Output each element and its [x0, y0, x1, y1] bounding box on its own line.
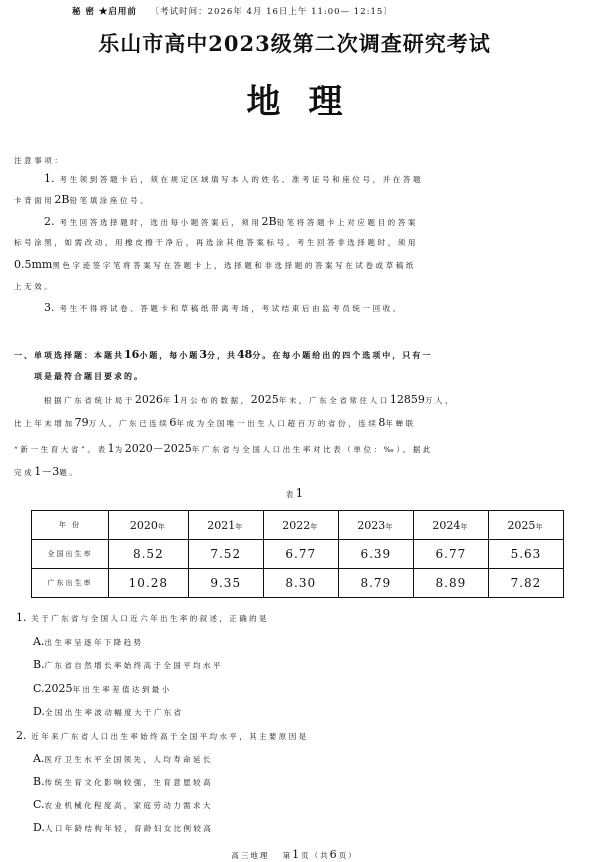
section-heading: 一、单项选择题：本题共16小题，每小题3分，共48分。在每小题给出的四个选项中，只有一	[14, 348, 433, 361]
notice-item-2-cont3: 上无效。	[14, 282, 55, 291]
table-caption: 表 1	[285, 486, 304, 500]
year-cell: 2020年	[109, 511, 189, 540]
q1-option-d[interactable]: D.全国出生率波动幅度大于广东省	[33, 705, 184, 718]
notice-item-1: 1. 考生领到答题卡后，须在规定区域填写本人的姓名、准考证号和座位号，并在答题	[44, 172, 424, 185]
q1-option-a[interactable]: A.出生率呈逐年下降趋势	[33, 635, 144, 648]
table-cell: 6.39	[338, 540, 413, 569]
row-label: 广东出生率	[32, 569, 109, 598]
notice-item-1-cont: 卡背面用2B铅笔填涂座位号。	[14, 193, 151, 206]
notice-item-2-cont1: 标号涂黑，如需改动，用橡皮擦干净后，再选涂其他答案标号。考生回答非选择题时，须用	[14, 238, 418, 247]
year-cell: 2023年	[338, 511, 413, 540]
notice-item-2-cont2: 0.5mm黑色字迹签字笔将答案写在答题卡上，选择题和非选择题的答案写在试卷或草稿纸	[14, 258, 416, 271]
table-cell: 6.77	[413, 540, 488, 569]
table-cell: 5.63	[488, 540, 563, 569]
passage-line-3: “新一生育大省”。表1为2020－2025年广东省与全国人口出生率对比表（单位：‰）。据此	[14, 442, 433, 455]
passage-line-4: 完成1－3题。	[14, 465, 80, 478]
birth-rate-table	[31, 510, 564, 598]
year-cell: 2024年	[413, 511, 488, 540]
passage-line-1: 根据广东省统计局于2026年1月公布的数据，2025年末，广东全省常住人口12859万人，	[44, 393, 456, 406]
table-cell: 8.89	[413, 569, 488, 598]
table-cell: 8.79	[338, 569, 413, 598]
table-row	[32, 569, 564, 598]
year-cell: 2021年	[188, 511, 263, 540]
subject-title: 地理	[246, 82, 371, 122]
table-cell: 6.77	[263, 540, 338, 569]
exam-time: 〔考试时间：2026年 4月 16日上午 11:00— 12:15〕	[150, 7, 393, 17]
year-cell: 2022年	[263, 511, 338, 540]
year-header: 年 份	[32, 511, 109, 540]
q2-option-d[interactable]: D.人口年龄结构年轻，育龄妇女比例较高	[33, 821, 214, 834]
table-cell: 10.28	[109, 569, 189, 598]
notice-heading: 注意事项：	[14, 156, 65, 165]
section-heading-cont: 项是最符合题目要求的。	[34, 371, 144, 381]
question-2-stem: 2. 近年来广东省人口出生率始终高于全国平均水平，其主要原因是	[16, 729, 309, 742]
table-cell: 7.52	[188, 540, 263, 569]
table-header-row	[32, 511, 564, 540]
q2-option-b[interactable]: B.传统生育文化影响较强，生育意愿较高	[33, 775, 213, 788]
q1-option-b[interactable]: B.广东省自然增长率始终高于全国平均水平	[33, 658, 223, 671]
table-row	[32, 540, 564, 569]
table-cell: 8.52	[109, 540, 189, 569]
table-cell: 8.30	[263, 569, 338, 598]
q2-option-a[interactable]: A.医疗卫生水平全国领先，人均寿命延长	[33, 752, 213, 765]
confidential-mark: 秘 密 ★启用前	[72, 7, 137, 17]
q2-option-c[interactable]: C.农业机械化程度高，家庭劳动力需求大	[33, 798, 213, 811]
exam-title: 乐山市高中2023级第二次调查研究考试	[98, 31, 491, 56]
year-cell: 2025年	[488, 511, 563, 540]
page-footer: 高三地理 第1页（共6页）	[231, 848, 358, 861]
passage-line-2: 比上年末增加79万人。广东已连续6年成为全国唯一出生人口超百万的省份，连续8年蝉联	[14, 416, 416, 429]
row-label: 全国出生率	[32, 540, 109, 569]
exam-header-line	[72, 5, 393, 17]
question-1-stem: 1. 关于广东省与全国人口近六年出生率的叙述，正确的是	[16, 611, 269, 624]
table-cell: 9.35	[188, 569, 263, 598]
table-cell: 7.82	[488, 569, 563, 598]
notice-item-3: 3. 考生不得将试卷、答题卡和草稿纸带离考场，考试结束后由监考员统一回收。	[44, 301, 403, 314]
q1-option-c[interactable]: C.2025年出生率差值达到最小	[33, 682, 172, 695]
notice-item-2: 2. 考生回答选择题时，选出每小题答案后，须用2B铅笔将答题卡上对应题目的答案	[44, 215, 418, 228]
